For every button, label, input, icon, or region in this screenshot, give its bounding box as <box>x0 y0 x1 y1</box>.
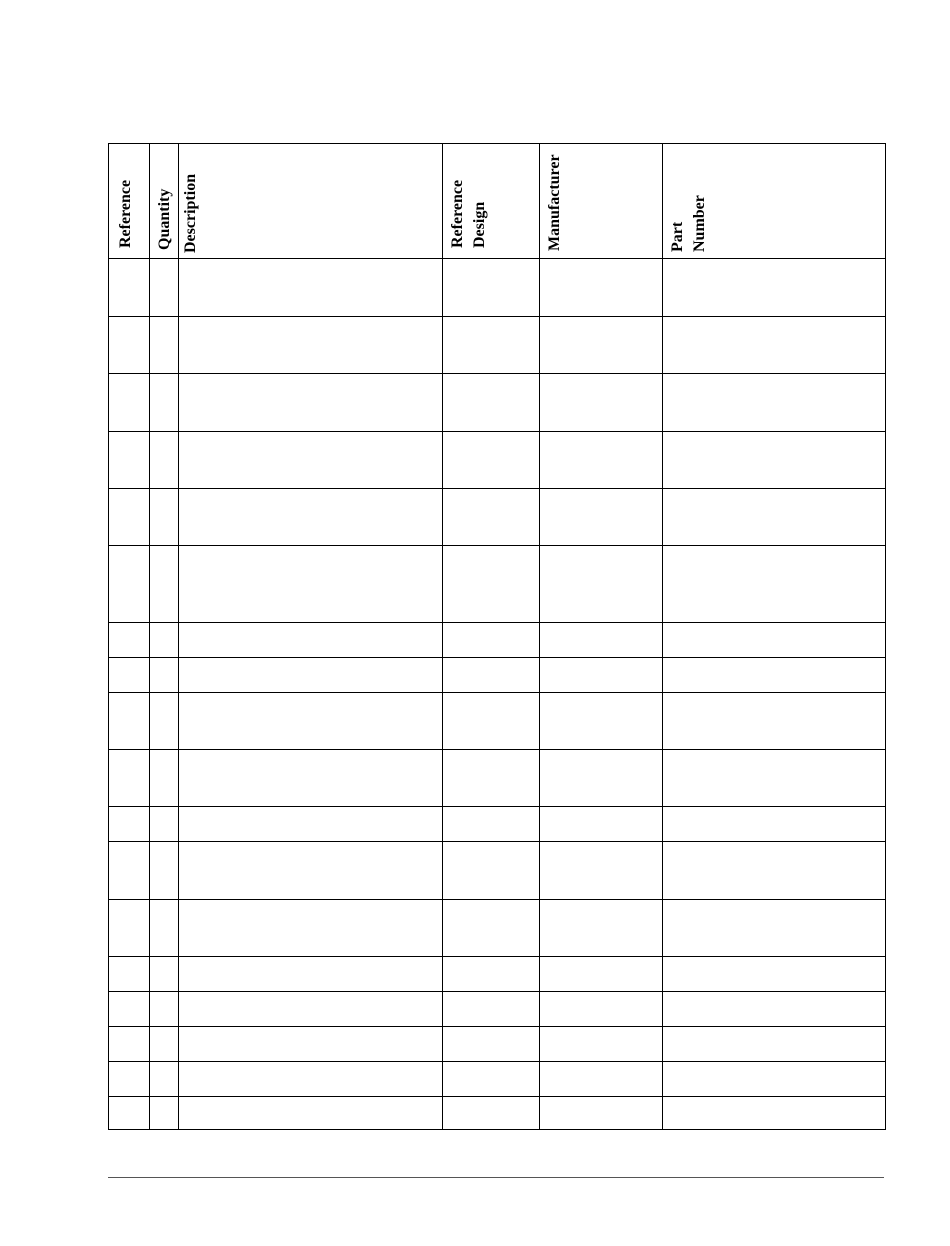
table-row <box>109 807 885 841</box>
table-row <box>109 750 885 806</box>
header-description <box>178 144 442 258</box>
footer-rule <box>108 1177 884 1178</box>
table-row <box>109 842 885 899</box>
parts-list-table <box>108 143 886 1130</box>
table-row <box>109 259 885 316</box>
table-row <box>109 693 885 749</box>
table-row <box>109 317 885 373</box>
header-reference-design-label-line1: Reference <box>449 179 466 248</box>
table-row <box>109 658 885 692</box>
header-quantity-label: Quantity <box>156 188 173 250</box>
header-manufacturer-label: Manufacturer <box>546 154 563 251</box>
table-row <box>109 957 885 991</box>
table-row <box>109 546 885 622</box>
header-reference-label: Reference <box>117 179 134 248</box>
table-row <box>109 1062 885 1096</box>
table-row <box>109 374 885 431</box>
header-quantity <box>149 144 178 258</box>
header-reference <box>109 144 149 258</box>
table-row <box>109 1097 885 1129</box>
header-part-number-label-line2: Number <box>691 195 708 252</box>
table-row <box>109 992 885 1026</box>
header-manufacturer <box>539 144 662 258</box>
header-description-label: Description <box>182 173 199 253</box>
table-row <box>109 623 885 657</box>
table-row <box>109 900 885 956</box>
header-part-number <box>662 144 885 258</box>
header-reference-design <box>442 144 539 258</box>
table-row <box>109 432 885 488</box>
header-part-number-label-line1: Part <box>669 221 686 252</box>
table-row <box>109 489 885 545</box>
table-row <box>109 1027 885 1061</box>
header-reference-design-label-line2: Design <box>471 201 488 248</box>
